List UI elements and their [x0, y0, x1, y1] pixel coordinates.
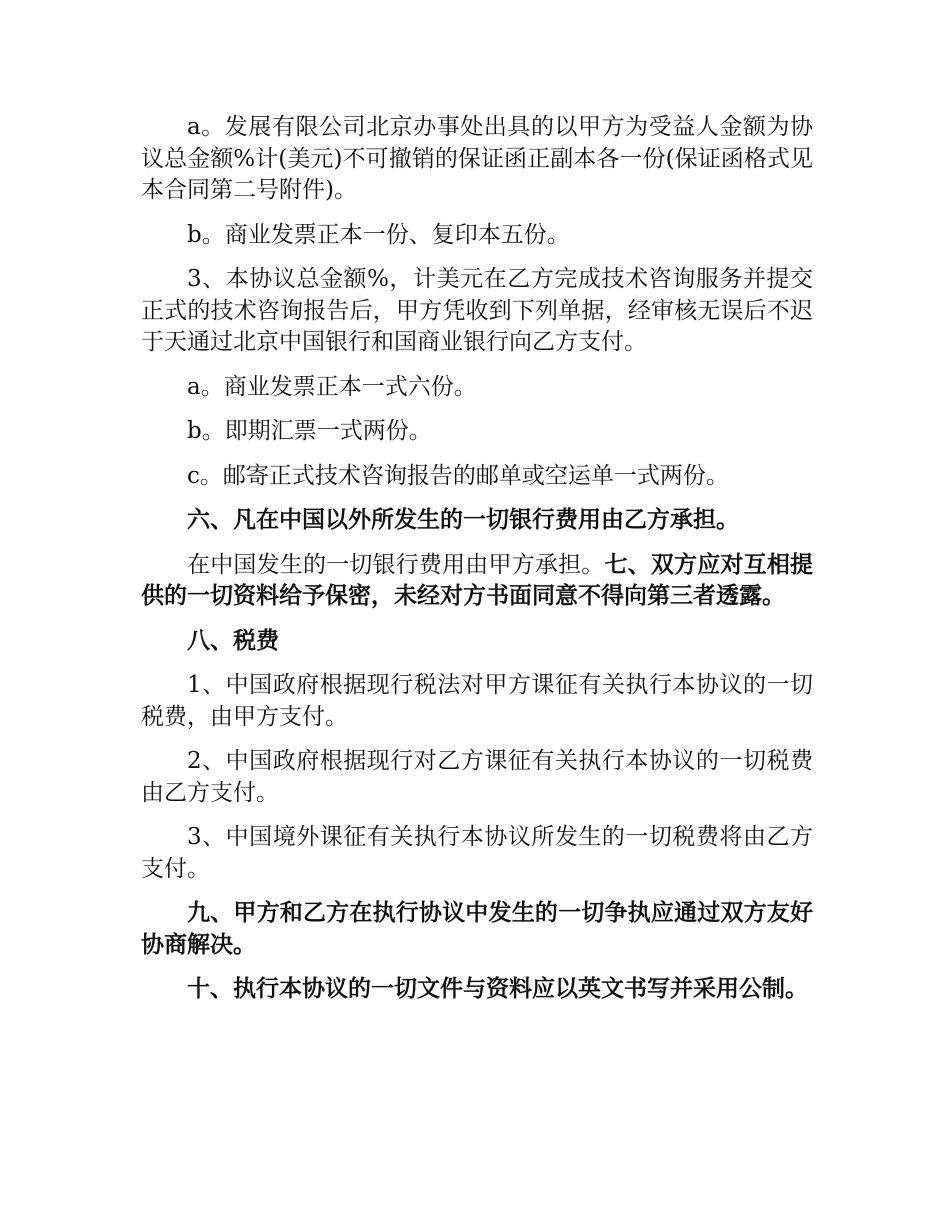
paragraph-payment-terms: 3、本协议总金额%，计美元在乙方完成技术咨询服务并提交正式的技术咨询报告后，甲方凭收到下列单据，经审核无误后不迟于天通过北京中国银行和国商业银行向乙方支付。 [141, 266, 813, 355]
paragraph-mailing-receipt: c。邮寄正式技术咨询报告的邮单或空运单一式两份。 [187, 462, 729, 489]
clause-eight-taxes-heading: 八、税费 [187, 627, 279, 654]
paragraph-tax-overseas: 3、中国境外课征有关执行本协议所发生的一切税费将由乙方支付。 [141, 824, 813, 882]
clause-ten-documents-language: 十、执行本协议的一切文件与资料应以英文书写并采用公制。 [187, 976, 808, 1002]
clause-seven-confidentiality: 七、双方应对互相提供的一切资料给予保密，未经对方书面同意不得向第三者透露。 [141, 551, 814, 609]
paragraph-commercial-invoice-copies: b。商业发票正本一份、复印本五份。 [187, 221, 570, 248]
paragraph-domestic-fees-and-clause-seven [141, 550, 813, 613]
document-body [141, 112, 813, 1019]
paragraph-invoice-six-copies: a。商业发票正本一式六份。 [187, 373, 477, 400]
clause-six-bank-fees: 六、凡在中国以外所发生的一切银行费用由乙方承担。 [187, 507, 739, 533]
paragraph-sight-draft: b。即期汇票一式两份。 [187, 418, 432, 444]
clause-nine-disputes: 九、甲方和乙方在执行协议中发生的一切争执应通过双方友好协商解决。 [141, 900, 813, 958]
paragraph-guarantee-letter: a。发展有限公司北京办事处出具的以甲方为受益人金额为协议总金额%计(美元)不可撤销的保证函正副本各一份(保证函格式见本合同第二号附件)。 [141, 114, 813, 203]
paragraph-tax-party-b: 2、中国政府根据现行对乙方课征有关执行本协议的一切税费由乙方支付。 [141, 748, 813, 806]
domestic-bank-fees-text: 在中国发生的一切银行费用由甲方承担。 [187, 551, 605, 578]
paragraph-tax-party-a: 1、中国政府根据现行税法对甲方课征有关执行本协议的一切税费，由甲方支付。 [141, 672, 813, 730]
